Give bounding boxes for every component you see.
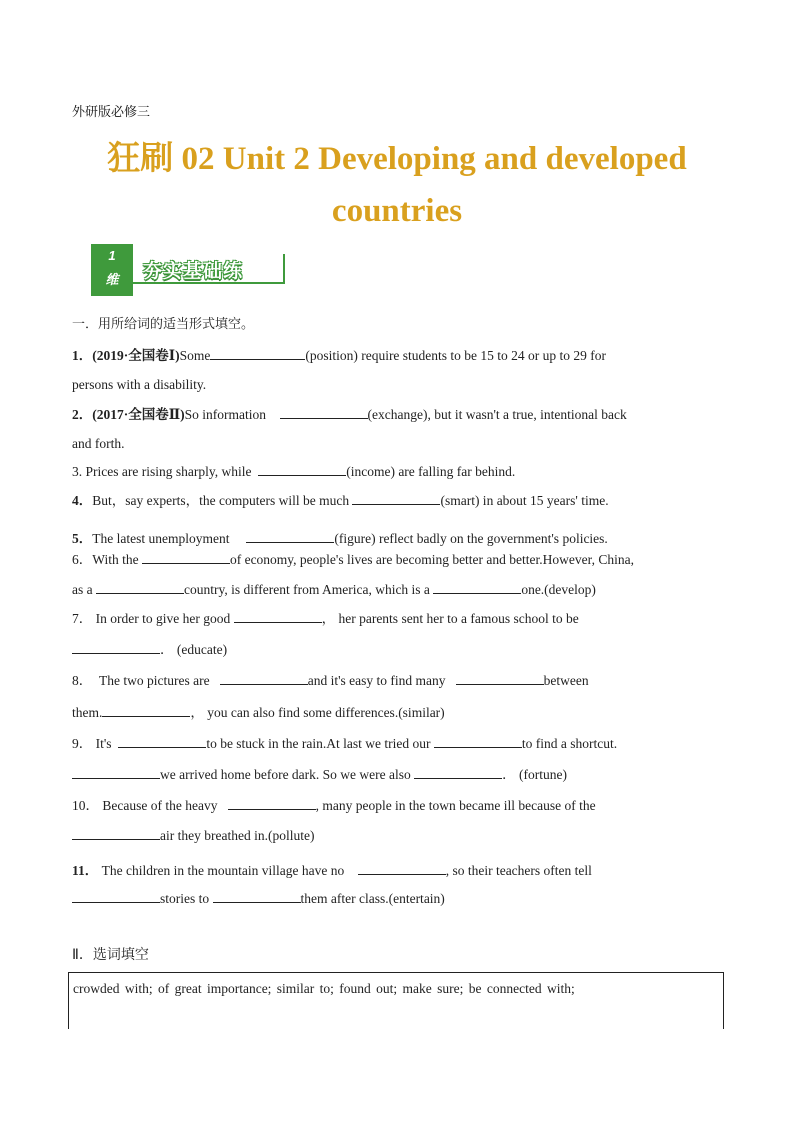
question-text: and it's easy to find many xyxy=(307,673,446,688)
question-text: ． (fortune) xyxy=(502,767,568,782)
question-2-cont xyxy=(72,434,722,454)
question-text: , many people in the town became ill because of the xyxy=(315,798,596,813)
answer-blank[interactable] xyxy=(258,461,346,476)
question-text: country, is different from America, which is a xyxy=(184,582,430,597)
question-text: In order to give her good xyxy=(95,611,231,626)
answer-blank[interactable] xyxy=(96,579,184,594)
question-number: 8． xyxy=(72,673,93,688)
section-heading-2: Ⅱ．选词填空 xyxy=(72,947,149,963)
question-number: 9． xyxy=(72,736,93,751)
badge-number-sub: 维 xyxy=(105,272,119,287)
question-3 xyxy=(72,461,722,482)
question-7-cont xyxy=(72,639,722,660)
question-text: we arrived home before dark. So we were also xyxy=(160,767,411,782)
answer-blank[interactable] xyxy=(72,764,160,779)
question-source: (2019·全国卷Ⅰ) xyxy=(92,348,180,363)
question-text: , so their teachers often tell xyxy=(445,863,592,878)
question-text: ， you can also find some differences.(similar) xyxy=(190,705,445,720)
question-number: 11． xyxy=(72,863,99,878)
question-number: 6． xyxy=(72,552,93,567)
question-text: as a xyxy=(72,582,93,597)
question-number: 5． xyxy=(72,531,93,546)
question-text: (exchange), but it wasn't a true, intentional back xyxy=(367,407,627,422)
question-number: 1． xyxy=(72,348,93,363)
answer-blank[interactable] xyxy=(234,608,322,623)
question-9-cont xyxy=(72,764,722,785)
question-number: 2． xyxy=(72,407,93,422)
answer-blank[interactable] xyxy=(228,795,316,810)
answer-blank[interactable] xyxy=(118,733,206,748)
answer-blank[interactable] xyxy=(456,670,544,685)
question-number: 4． xyxy=(72,493,93,508)
question-text: With the xyxy=(92,552,139,567)
answer-blank[interactable] xyxy=(280,404,368,419)
question-text: (income) are falling far behind. xyxy=(346,464,516,479)
question-text: (figure) reflect badly on the government's policies. xyxy=(334,531,608,546)
question-text: to be stuck in the rain.At last we tried our xyxy=(206,736,431,751)
badge-number xyxy=(91,244,133,296)
question-8-cont xyxy=(72,702,722,723)
question-9 xyxy=(72,733,722,754)
answer-blank[interactable] xyxy=(72,639,160,654)
answer-blank[interactable] xyxy=(414,764,502,779)
question-6 xyxy=(72,549,722,570)
question-11 xyxy=(72,860,722,881)
question-text: The latest unemployment xyxy=(92,531,230,546)
badge-label: 夯实基础练 xyxy=(143,260,244,282)
question-text: of economy, people's lives are becoming better and better.However, China, xyxy=(229,552,634,567)
answer-blank[interactable] xyxy=(358,860,446,875)
answer-blank[interactable] xyxy=(213,888,301,903)
question-text: air they breathed in.(pollute) xyxy=(160,828,315,843)
question-11-cont xyxy=(72,888,722,909)
question-source: (2017·全国卷Ⅱ) xyxy=(92,407,185,422)
question-text: The children in the mountain village have no xyxy=(101,863,345,878)
section-badge xyxy=(91,244,287,296)
page-title: 狂刷 02 Unit 2 Developing and developed xyxy=(107,141,687,177)
question-1-cont xyxy=(72,375,722,395)
answer-blank[interactable] xyxy=(102,702,190,717)
question-number: 10． xyxy=(72,798,99,813)
question-text: ， her parents sent her to a famous school to be xyxy=(321,611,579,626)
question-6-cont xyxy=(72,579,722,600)
question-text: It's xyxy=(95,736,112,751)
answer-blank[interactable] xyxy=(246,528,334,543)
answer-blank[interactable] xyxy=(433,579,521,594)
question-10 xyxy=(72,795,722,816)
answer-blank[interactable] xyxy=(72,888,160,903)
word-box-text: crowded with; of great importance; similar to; found out; make sure; be connected with; xyxy=(73,981,575,996)
question-5 xyxy=(72,528,722,549)
answer-blank[interactable] xyxy=(210,345,305,360)
question-7 xyxy=(72,608,722,629)
page-title-continued: countries xyxy=(331,193,463,229)
question-text: them. xyxy=(72,705,103,720)
question-text: (position) require students to be 15 to 24 or up to 29 for xyxy=(305,348,607,363)
question-text: them after class.(entertain) xyxy=(300,891,445,906)
question-text: The two pictures are xyxy=(99,673,210,688)
word-box xyxy=(68,972,724,1029)
question-text: So information xyxy=(184,407,266,422)
badge-number-digit: 1 xyxy=(108,248,116,263)
question-text: between xyxy=(543,673,589,688)
question-10-cont xyxy=(72,825,722,846)
question-4 xyxy=(72,490,722,511)
question-text: stories to xyxy=(160,891,210,906)
question-number: 3 xyxy=(72,464,79,479)
question-text: But，say experts，the computers will be much xyxy=(92,493,350,508)
answer-blank[interactable] xyxy=(72,825,160,840)
question-text: to find a shortcut. xyxy=(521,736,618,751)
answer-blank[interactable] xyxy=(434,733,522,748)
answer-blank[interactable] xyxy=(142,549,230,564)
question-2 xyxy=(72,404,722,425)
question-number: 7． xyxy=(72,611,93,626)
question-text: and forth. xyxy=(72,436,125,451)
page-subtitle: 外研版必修三 xyxy=(72,105,151,120)
question-text: . Prices are rising sharply, while xyxy=(78,464,252,479)
answer-blank[interactable] xyxy=(352,490,440,505)
question-text: (smart) in about 15 years' time. xyxy=(440,493,609,508)
section-heading-1: 一．用所给词的适当形式填空。 xyxy=(72,317,255,332)
question-text: Some xyxy=(179,348,211,363)
question-8 xyxy=(72,670,722,691)
question-text: persons with a disability. xyxy=(72,377,207,392)
question-text: ． (educate) xyxy=(160,642,228,657)
question-1 xyxy=(72,345,722,366)
question-text: one.(develop) xyxy=(521,582,596,597)
question-text: Because of the heavy xyxy=(102,798,218,813)
answer-blank[interactable] xyxy=(220,670,308,685)
